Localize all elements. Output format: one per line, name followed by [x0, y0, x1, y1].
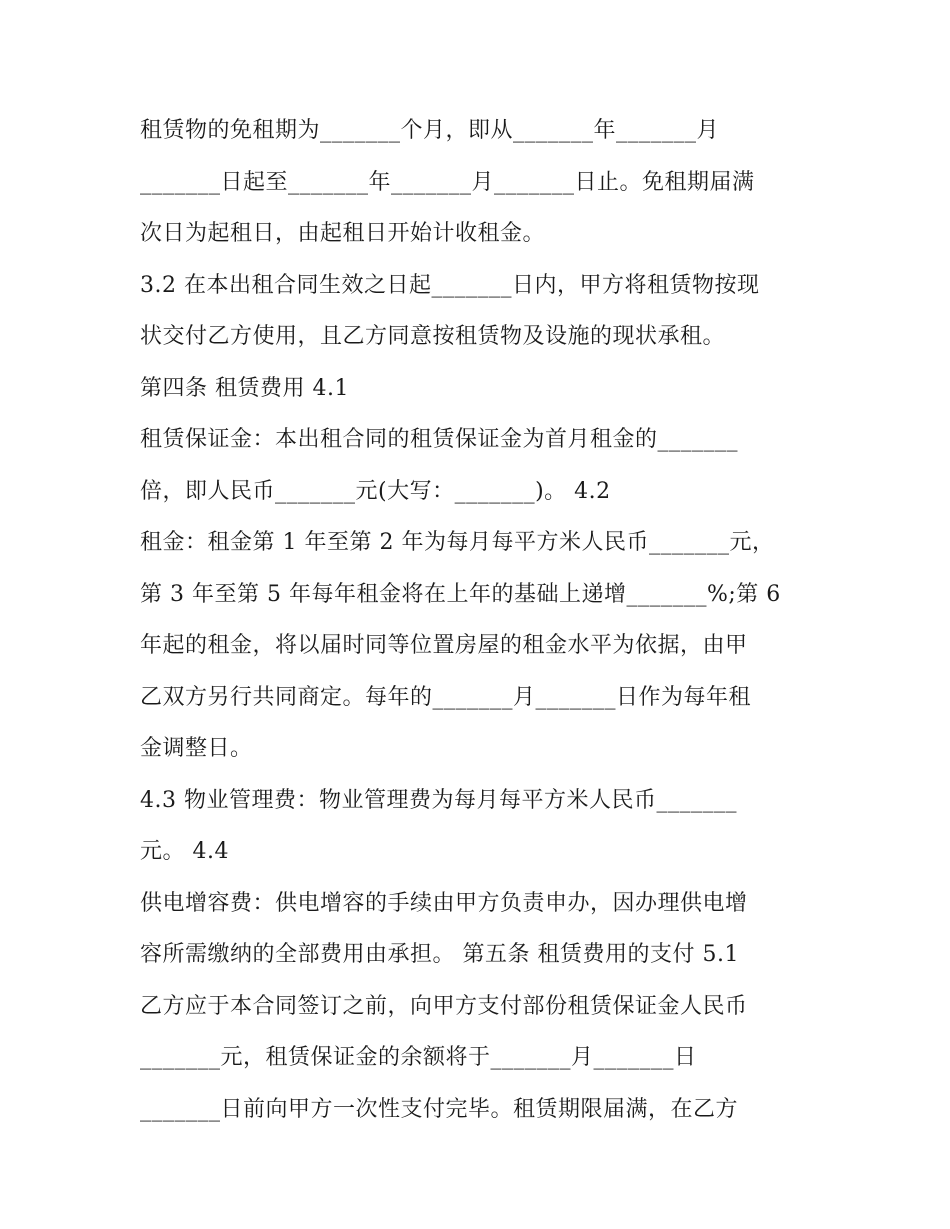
text-line: _______元，租赁保证金的余额将于_______月_______日	[140, 1045, 697, 1070]
text-line: 容所需缴纳的全部费用由承担。 第五条 租赁费用的支付 5.1	[140, 942, 739, 967]
text-line: _______日前向甲方一次性支付完毕。租赁期限届满，在乙方	[140, 1096, 739, 1122]
section-heading-line: 第四条 租赁费用 4.1	[140, 375, 349, 401]
text-line: 租赁物的免租期为_______个月，即从_______年_______月	[140, 118, 720, 143]
text-line: 租赁保证金：本出租合同的租赁保证金为首月租金的_______	[140, 427, 739, 452]
document-body	[140, 105, 820, 1135]
text-line: 元。 4.4	[140, 839, 229, 864]
text-line: _______日起至_______年_______月_______日止。免租期届满	[140, 169, 755, 195]
text-line: 3.2 在本出租合同生效之日起_______日内，甲方将租赁物按现	[140, 272, 760, 298]
text-line: 乙双方另行共同商定。每年的_______月_______日作为每年租	[140, 684, 752, 710]
text-line: 倍，即人民币_______元(大写：_______)。 4.2	[140, 478, 611, 504]
text-line: 租金：租金第 1 年至第 2 年为每月每平方米人民币_______元，	[140, 530, 775, 555]
text-line: 供电增容费：供电增容的手续由甲方负责申办，因办理供电增	[140, 890, 748, 916]
text-line: 乙方应于本合同签订之前，向甲方支付部份租赁保证金人民币	[140, 993, 748, 1019]
text-line: 次日为起租日，由起租日开始计收租金。	[140, 221, 546, 246]
text-line: 4.3 物业管理费：物业管理费为每月每平方米人民币_______	[140, 787, 737, 813]
text-line: 第 3 年至第 5 年每年租金将在上年的基础上递增_______%;第 6	[140, 581, 781, 607]
text-line: 状交付乙方使用，且乙方同意按租赁物及设施的现状承租。	[140, 324, 726, 349]
text-line: 年起的租金，将以届时同等位置房屋的租金水平为依据，由甲	[140, 633, 748, 658]
text-line: 金调整日。	[140, 736, 253, 761]
